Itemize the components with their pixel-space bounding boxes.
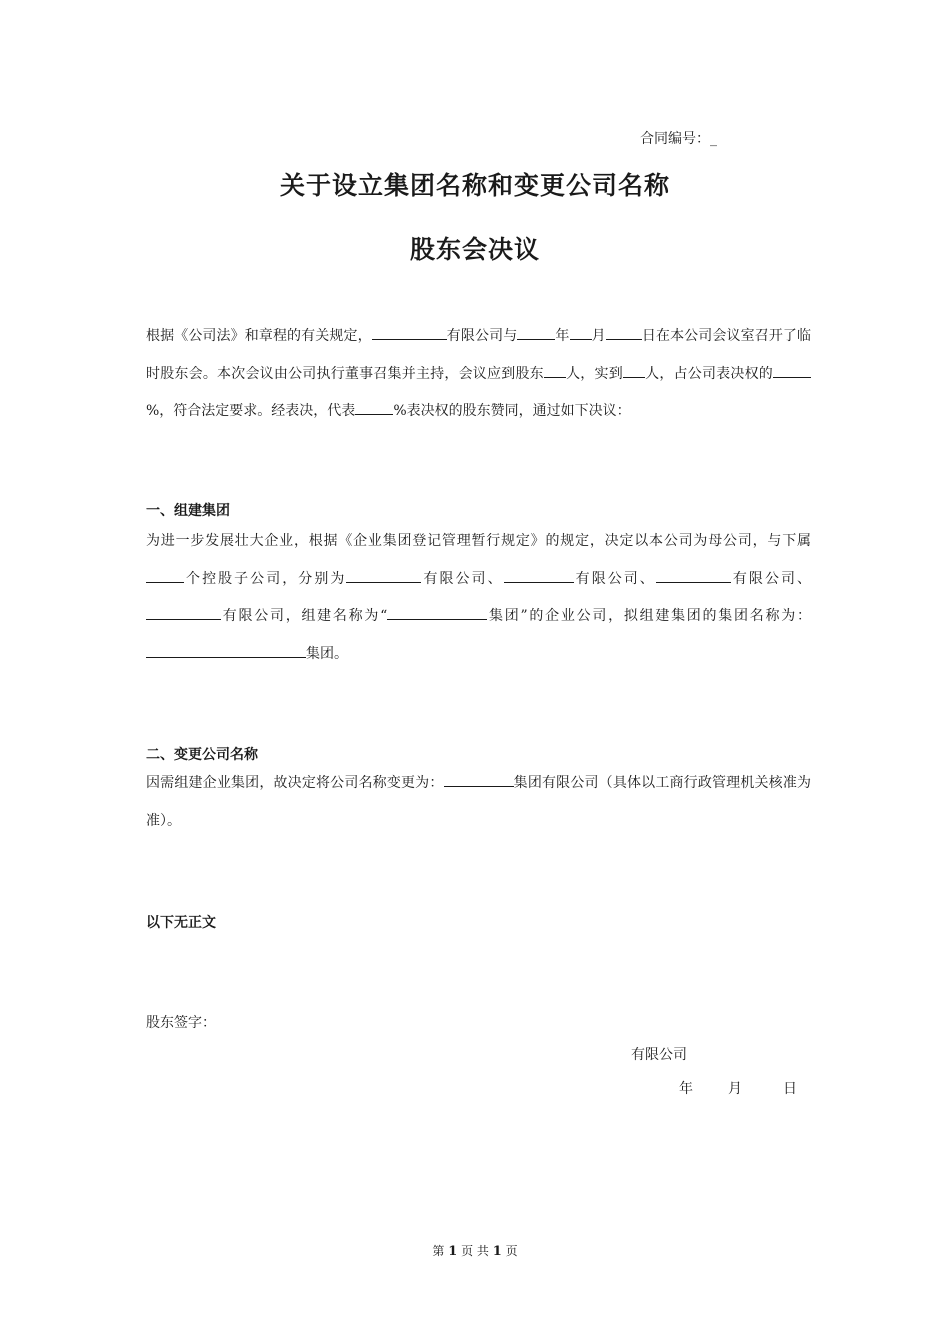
blank-new-company-name xyxy=(444,772,514,787)
blank-subsidiary-4 xyxy=(146,605,221,620)
section1-text: 集团”的企业公司，拟组建集团的集团名称为： xyxy=(487,608,811,624)
blank-voting-percent xyxy=(773,363,811,378)
blank-day xyxy=(606,325,642,340)
section1-heading: 一、组建集团 xyxy=(146,503,230,519)
blank-group-full-name xyxy=(146,643,306,658)
blank-company-name xyxy=(372,325,447,340)
section1-text: 为进一步发展壮大企业，根据《企业集团登记管理暂行规定》的规定，决定以本公司为母公司，与下属 xyxy=(146,533,811,549)
intro-paragraph xyxy=(146,318,811,431)
blank-subsidiary-2 xyxy=(504,568,574,583)
document-title-line2: 股东会决议 xyxy=(409,235,540,264)
intro-text: 根据《公司法》和章程的有关规定， xyxy=(146,328,372,344)
signature-month: 月 xyxy=(728,1081,742,1097)
section2-heading: 二、变更公司名称 xyxy=(146,747,258,763)
intro-text: 人，占公司表决权的 xyxy=(644,365,773,382)
blank-year xyxy=(517,325,555,340)
document-title-line1: 关于设立集团名称和变更公司名称 xyxy=(279,171,670,200)
blank-subsidiary-count xyxy=(146,568,184,583)
contract-number: 合同编号：_ xyxy=(640,131,717,147)
intro-text: 月 xyxy=(591,328,606,344)
blank-shareholders-present xyxy=(623,363,645,378)
signature-company: 有限公司 xyxy=(631,1047,687,1063)
blank-approval-percent xyxy=(355,400,393,415)
signature-day: 日 xyxy=(783,1081,797,1097)
intro-text: 人，实到 xyxy=(565,365,623,382)
total-page-number: 1 xyxy=(492,1244,502,1259)
section1-text: 有限公司、 xyxy=(573,570,656,587)
footer-text: 页 xyxy=(505,1244,518,1258)
blank-shareholders-expected xyxy=(544,363,566,378)
section1-paragraph xyxy=(146,523,811,673)
blank-subsidiary-3 xyxy=(656,568,731,583)
intro-text: %表决权的股东赞同，通过如下决议： xyxy=(393,403,631,419)
intro-text: %，符合法定要求。经表决，代表 xyxy=(146,403,356,419)
signature-year: 年 xyxy=(679,1081,693,1097)
blank-month xyxy=(570,325,592,340)
section1-text: 有限公司，组建名称为“ xyxy=(221,608,388,624)
shareholder-signature-label: 股东签字： xyxy=(146,1015,216,1031)
section2-paragraph xyxy=(146,765,811,840)
page-footer xyxy=(0,1242,950,1259)
section2-text: 因需组建企业集团，故决定将公司名称变更为： xyxy=(146,775,444,791)
section1-text: 个控股子公司，分别为 xyxy=(184,570,347,587)
section1-text: 集团。 xyxy=(306,645,348,662)
intro-text: 日在本公司会议室召开了临时股东会。本次会议由公司执行董事召集并主持，会议应到股东 xyxy=(146,328,812,382)
section2-text: 集团有限公司（具体以工商行政管理机关核准为准）。 xyxy=(146,775,811,829)
intro-text: 有限公司与 xyxy=(446,328,518,344)
footer-text: 第 xyxy=(432,1244,445,1258)
section1-text: 有限公司、 xyxy=(730,570,812,587)
blank-group-name xyxy=(387,605,487,620)
section1-text: 有限公司、 xyxy=(421,570,504,587)
end-note: 以下无正文 xyxy=(146,915,216,931)
footer-text: 页 共 xyxy=(461,1244,489,1258)
intro-text: 年 xyxy=(555,328,570,344)
current-page-number: 1 xyxy=(448,1244,458,1259)
blank-subsidiary-1 xyxy=(346,568,421,583)
